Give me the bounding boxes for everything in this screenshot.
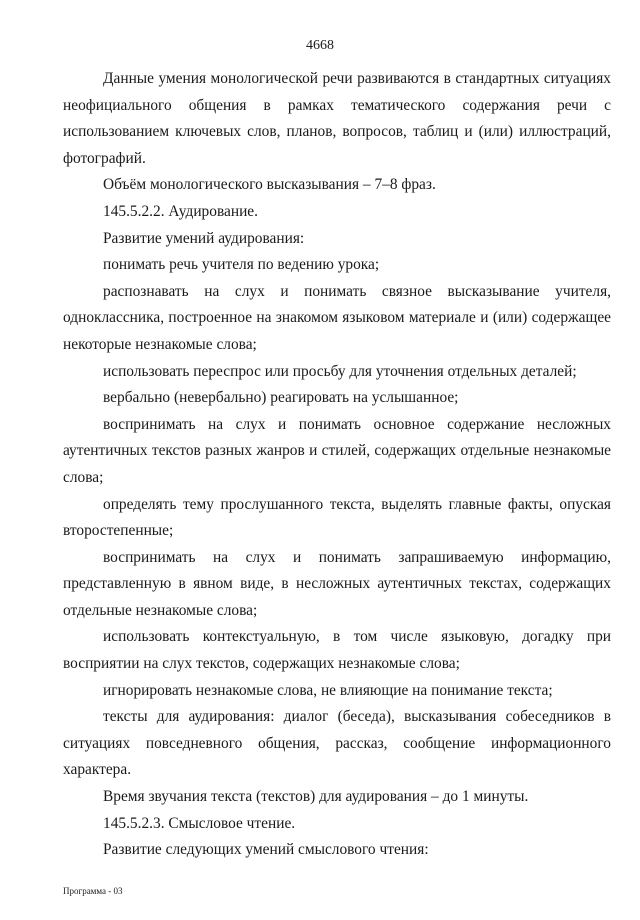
paragraph-reading-intro: Развитие следующих умений смыслового чтения: — [103, 841, 429, 859]
footer-label: Программа - 03 — [63, 886, 123, 896]
paragraph-listening-duration: Время звучания текста (текстов) для аудирования – до 1 минуты. — [103, 788, 529, 806]
page-number: 4668 — [306, 38, 334, 53]
list-item: воспринимать на слух и понимать основное содержание несложных аутентичных текстов разных жанров и стилей, содержащих отдельные незнакомые слова; — [63, 415, 611, 486]
list-item: вербально (невербально) реагировать на услышанное; — [103, 389, 459, 407]
list-item: распознавать на слух и понимать связное высказывание учителя, одноклассника, построенное на знакомом языковом материале и (или) содержащее некоторые незнакомые слова; — [63, 282, 611, 353]
paragraph-listening-intro: Развитие умений аудирования: — [103, 229, 305, 247]
paragraph-monologue-volume: Объём монологического высказывания – 7–8 фраз. — [103, 176, 436, 194]
list-item: определять тему прослушанного текста, выделять главные факты, опуская второстепенные; — [63, 495, 611, 540]
list-item: воспринимать на слух и понимать запрашиваемую информацию, представленную в явном виде, в несложных аутентичных текстах, содержащих отдельные незнакомые слова; — [63, 548, 611, 619]
list-item: понимать речь учителя по ведению урока; — [103, 256, 380, 274]
list-item: использовать переспрос или просьбу для уточнения отдельных деталей; — [103, 362, 577, 380]
section-heading-listening: 145.5.2.2. Аудирование. — [103, 202, 258, 220]
list-item: тексты для аудирования: диалог (беседа), высказывания собеседников в ситуациях повседневного общения, рассказ, сообщение информационного характера. — [63, 708, 611, 779]
paragraph-monologue-skills: Данные умения монологической речи развиваются в стандартных ситуациях неофициального общения в рамках тематического содержания речи с использованием ключевых слов, планов, вопросов, таблиц и (или) иллюстраций, фотографий. — [63, 70, 611, 167]
list-item: игнорировать незнакомые слова, не влияющие на понимание текста; — [103, 681, 553, 699]
section-heading-reading: 145.5.2.3. Смысловое чтение. — [103, 814, 296, 832]
list-item: использовать контекстуальную, в том числе языковую, догадку при восприятии на слух текстов, содержащих незнакомые слова; — [63, 628, 611, 673]
document-body — [63, 66, 611, 864]
